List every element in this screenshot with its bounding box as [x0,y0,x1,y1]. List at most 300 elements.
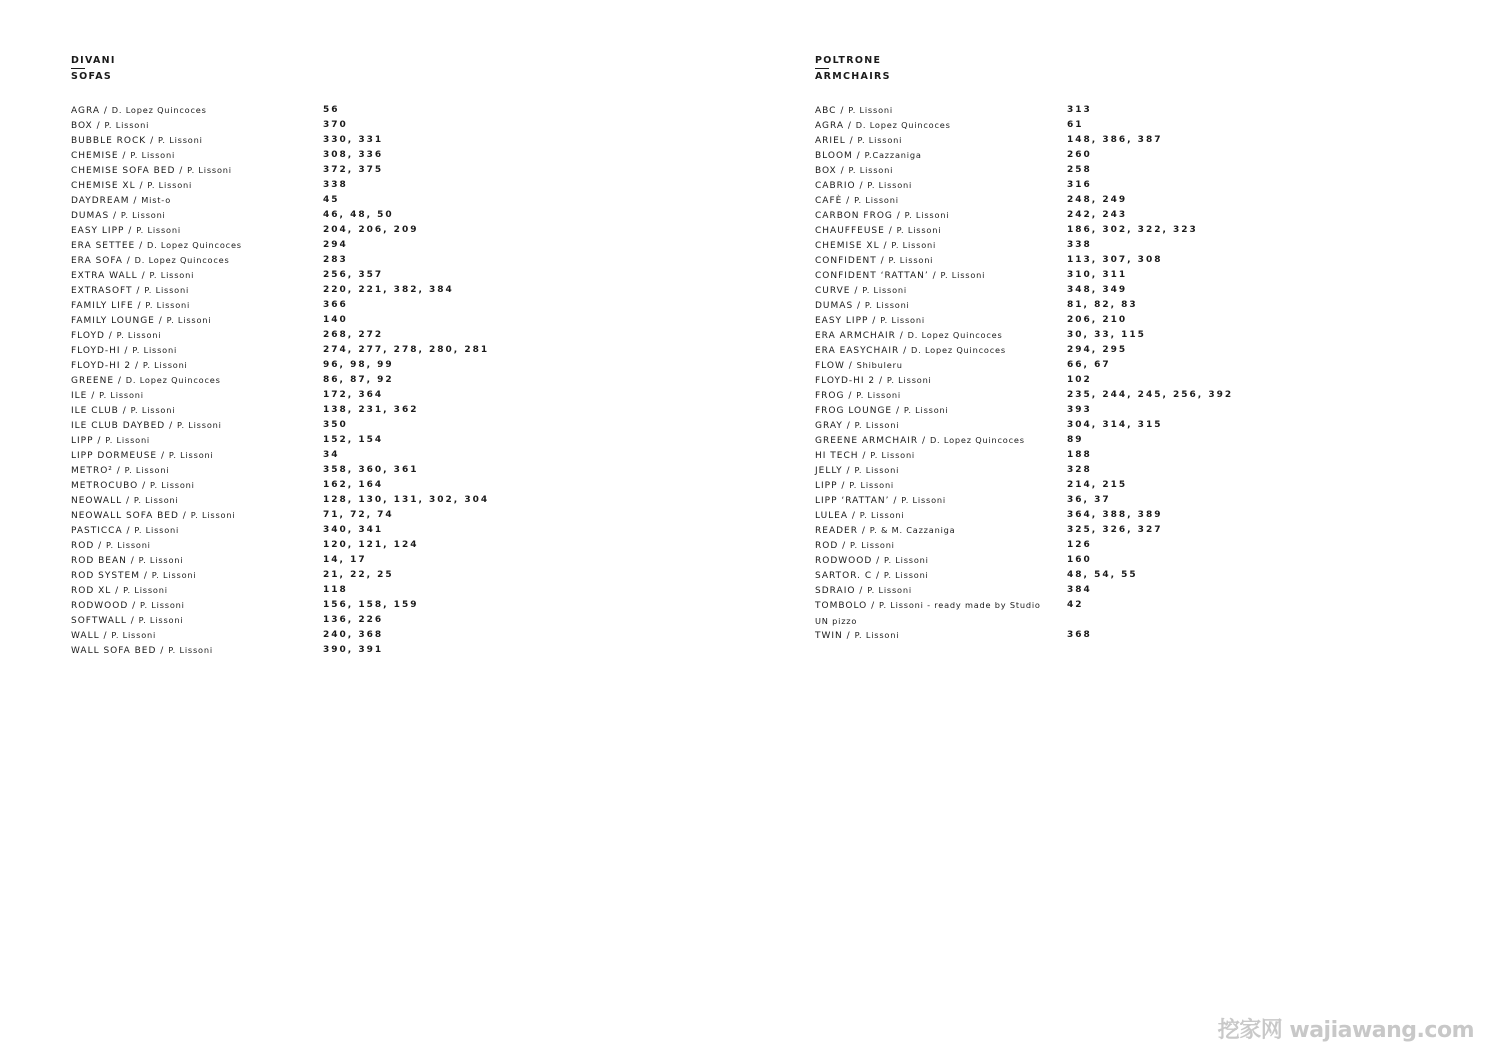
designer-label: P. Lissoni [854,465,900,475]
page-numbers: 120, 121, 124 [323,540,419,550]
designer-label: P. Lissoni [124,465,170,475]
product-label: FROG LOUNGE [815,406,893,416]
page-numbers: 56 [323,105,340,115]
product-label: ROD [815,541,839,551]
designer-label: D. Lopez Quincoces [111,105,207,115]
index-entry [71,598,419,613]
product-name: BOX / P. Lissoni [815,165,894,176]
page-numbers: 42 [1067,600,1084,610]
page-numbers: 338 [1067,240,1092,250]
product-name: CONFIDENT / P. Lissoni [815,255,934,266]
product-label: METRO² [71,466,113,476]
product-name: LIPP ‘RATTAN’ / P. Lissoni [815,495,946,506]
page-numbers: 140 [323,315,348,325]
product-name: ERA SETTEE / D. Lopez Quincoces [71,240,242,251]
designer-label: P. Lissoni [870,450,916,460]
index-entry [71,643,384,658]
product-label: FLOYD-HI 2 [71,361,132,371]
product-name: METROCUBO / P. Lissoni [71,480,195,491]
page-numbers: 330, 331 [323,135,384,145]
designer-label: P.Cazzaniga [864,150,922,160]
page-numbers: 186, 302, 322, 323 [1067,225,1198,235]
index-entry [71,148,384,163]
product-name: BLOOM / P.Cazzaniga [815,150,922,161]
designer-label: P. Lissoni [856,390,901,400]
product-name: PASTICCA / P. Lissoni [71,525,180,536]
designer-label: P. Lissoni [157,135,203,145]
product-label: FLOW [815,361,845,371]
product-name: NEOWALL / P. Lissoni [71,495,179,506]
index-entry [815,508,1163,523]
index-entry [71,463,419,478]
designer-label: D. Lopez Quincoces [929,435,1025,445]
product-label: LIPP [815,481,838,491]
product-name: READER / P. & M. Cazzaniga [815,525,956,536]
designer-label: P. Lissoni [142,360,188,370]
index-entry [71,418,348,433]
index-entry [815,268,1128,283]
product-name: ROD / P. Lissoni [815,540,895,551]
product-label: CHAUFFEUSE [815,226,885,236]
index-entry [815,208,1128,223]
page-numbers: 340, 341 [323,525,384,535]
designer-label: P. Lissoni [886,375,932,385]
page-numbers: 71, 72, 74 [323,510,394,520]
page-numbers: 113, 307, 308 [1067,255,1163,265]
product-name: CAFÈ / P. Lissoni [815,195,899,206]
designer-label: Mist-o [141,195,172,205]
product-name: TWIN / P. Lissoni [815,630,900,641]
armchairs-heading [815,52,891,84]
index-entry [71,448,340,463]
index-entry [815,628,1092,643]
index-entry [815,343,1128,358]
designer-label: P. Lissoni - ready made by Studio UN pizzo [815,600,1041,626]
index-entry [71,208,394,223]
page-numbers: 390, 391 [323,645,384,655]
index-entry [71,103,340,118]
product-label: CARBON FROG [815,211,893,221]
index-entry [815,388,1234,403]
product-label: CURVE [815,286,851,296]
page-numbers: 358, 360, 361 [323,465,419,475]
index-entry [71,133,384,148]
product-name: LIPP DORMEUSE / P. Lissoni [71,450,214,461]
page-numbers: 188 [1067,450,1092,460]
page-numbers: 156, 158, 159 [323,600,419,610]
product-label: BOX [815,166,837,176]
index-entry [71,283,454,298]
product-name: FROG LOUNGE / P. Lissoni [815,405,949,416]
index-entry [71,118,348,133]
product-name: LIPP / P. Lissoni [815,480,895,491]
index-entry [815,358,1111,373]
designer-label: P. Lissoni [136,225,181,235]
page-numbers: 364, 388, 389 [1067,510,1163,520]
product-label: FLOYD-HI [71,346,121,356]
designer-label: P. Lissoni [151,570,197,580]
page-numbers: 274, 277, 278, 280, 281 [323,345,490,355]
product-name: GREENE ARMCHAIR / D. Lopez Quincoces [815,435,1025,446]
index-entry [71,523,384,538]
product-label: RODWOOD [71,601,129,611]
designer-label: D. Lopez Quincoces [125,375,221,385]
product-label: ROD BEAN [71,556,127,566]
page-numbers: 256, 357 [323,270,384,280]
index-entry [815,313,1128,328]
product-name: ROD SYSTEM / P. Lissoni [71,570,197,581]
page-numbers: 372, 375 [323,165,384,175]
sofas-section [71,52,490,658]
product-label: ROD XL [71,586,112,596]
product-label: SDRAIO [815,586,856,596]
product-name: CHEMISE SOFA BED / P. Lissoni [71,165,232,176]
product-label: CABRIO [815,181,856,191]
product-name: ARIEL / P. Lissoni [815,135,903,146]
sofas-index-list [71,103,490,658]
product-label: ERA SETTEE [71,241,136,251]
product-label: WALL [71,631,100,641]
product-name: CHEMISE XL / P. Lissoni [71,180,193,191]
index-entry [71,403,419,418]
designer-label: Shibuleru [856,360,903,370]
index-entry [815,328,1146,343]
index-entry [815,193,1128,208]
product-name: DAYDREAM / Mist-o [71,195,172,206]
index-entry [815,418,1163,433]
index-entry [71,493,490,508]
designer-label: P. Lissoni [867,180,913,190]
product-name: AGRA / D. Lopez Quincoces [815,120,951,131]
designer-label: P. Lissoni [854,420,900,430]
designer-label: P. Lissoni [147,180,193,190]
index-entry [71,313,348,328]
page-numbers: 313 [1067,105,1092,115]
page-numbers: 325, 326, 327 [1067,525,1163,535]
page-numbers: 89 [1067,435,1084,445]
product-label: GREENE [71,376,115,386]
designer-label: P. Lissoni [190,510,236,520]
page-numbers: 393 [1067,405,1092,415]
index-entry [71,478,384,493]
index-entry [71,163,384,178]
designer-label: P. Lissoni [849,480,895,490]
product-name: BUBBLE ROCK / P. Lissoni [71,135,203,146]
product-label: METROCUBO [71,481,139,491]
index-entry [815,223,1198,238]
product-name: SDRAIO / P. Lissoni [815,585,912,596]
product-label: GRAY [815,421,843,431]
index-entry [815,478,1128,493]
page-numbers: 36, 37 [1067,495,1111,505]
product-name: FAMILY LIFE / P. Lissoni [71,300,191,311]
designer-label: P. Lissoni [130,150,176,160]
product-label: EXTRA WALL [71,271,138,281]
product-label: AGRA [71,106,101,116]
product-name: RODWOOD / P. Lissoni [815,555,929,566]
designer-label: P. Lissoni [145,300,191,310]
page-numbers: 242, 243 [1067,210,1128,220]
designer-label: P. Lissoni [857,135,903,145]
page-numbers: 206, 210 [1067,315,1128,325]
product-label: TWIN [815,631,843,641]
designer-label: P. Lissoni [850,540,895,550]
product-label: CHEMISE SOFA BED [71,166,176,176]
designer-label: P. Lissoni [111,630,157,640]
page-numbers: 118 [323,585,348,595]
page-numbers: 148, 386, 387 [1067,135,1163,145]
product-name: ABC / P. Lissoni [815,105,893,116]
product-label: ARIEL [815,136,846,146]
designer-label: P. Lissoni [150,480,195,490]
index-entry [71,358,394,373]
page-numbers: 34 [323,450,340,460]
product-label: SARTOR. C [815,571,873,581]
product-label: CONFIDENT [815,256,877,266]
product-label: ERA ARMCHAIR [815,331,896,341]
product-name: GREENE / D. Lopez Quincoces [71,375,221,386]
page-numbers: 366 [323,300,348,310]
index-entry [815,178,1092,193]
product-label: ERA SOFA [71,256,123,266]
product-name: FLOYD-HI / P. Lissoni [71,345,178,356]
designer-label: P. Lissoni [168,645,213,655]
designer-label: P. Lissoni [132,345,178,355]
designer-label: P. Lissoni [880,315,925,325]
designer-label: P. Lissoni [864,300,910,310]
page-numbers: 294 [323,240,348,250]
product-name: ERA SOFA / D. Lopez Quincoces [71,255,230,266]
sofas-heading [71,52,116,84]
product-label: HI TECH [815,451,859,461]
sofas-heading-english: SOFAS [71,71,113,82]
product-label: FROG [815,391,845,401]
index-entry [815,403,1092,418]
index-entry [815,163,1092,178]
page-numbers: 248, 249 [1067,195,1128,205]
product-name: DUMAS / P. Lissoni [815,300,910,311]
page-numbers: 310, 311 [1067,270,1128,280]
page-numbers: 308, 336 [323,150,384,160]
product-name: FAMILY LOUNGE / P. Lissoni [71,315,212,326]
designer-label: P. Lissoni [862,285,907,295]
index-entry [815,538,1092,553]
product-name: METRO² / P. Lissoni [71,465,170,476]
designer-label: D. Lopez Quincoces [146,240,242,250]
index-entry [71,538,419,553]
designer-label: P. Lissoni [99,390,144,400]
designer-label: P. Lissoni [149,270,195,280]
product-name: CHEMISE XL / P. Lissoni [815,240,937,251]
product-label: CHEMISE XL [815,241,880,251]
designer-label: P. Lissoni [896,225,942,235]
designer-label: P. & M. Cazzaniga [869,525,956,535]
page-numbers: 66, 67 [1067,360,1111,370]
product-label: FAMILY LIFE [71,301,134,311]
designer-label: P. Lissoni [168,450,214,460]
product-label: CONFIDENT ‘RATTAN’ [815,271,929,281]
designer-label: P. Lissoni [940,270,986,280]
page-numbers: 214, 215 [1067,480,1128,490]
index-entry [815,148,1092,163]
product-label: ROD [71,541,95,551]
product-label: ILE CLUB DAYBED [71,421,166,431]
armchairs-section [815,52,1234,643]
page-numbers: 46, 48, 50 [323,210,394,220]
page-numbers: 328 [1067,465,1092,475]
product-name: LIPP / P. Lissoni [71,435,151,446]
product-name: ILE / P. Lissoni [71,390,144,401]
product-label: LIPP ‘RATTAN’ [815,496,890,506]
designer-label: P. Lissoni [138,615,184,625]
site-watermark: 挖家网 wajiawang.com [1217,1018,1474,1043]
index-entry [71,178,348,193]
product-label: ILE CLUB [71,406,119,416]
page-numbers: 220, 221, 382, 384 [323,285,454,295]
product-name: SOFTWALL / P. Lissoni [71,615,184,626]
index-entry [71,193,340,208]
page-numbers: 348, 349 [1067,285,1128,295]
product-label: EASY LIPP [71,226,125,236]
designer-label: P. Lissoni [187,165,232,175]
product-label: PASTICCA [71,526,123,536]
product-label: JELLY [815,466,843,476]
product-label: GREENE ARMCHAIR [815,436,919,446]
page-numbers: 204, 206, 209 [323,225,419,235]
index-entry [815,568,1138,583]
armchairs-heading-italian: POLTRONE [815,55,882,66]
page-numbers: 316 [1067,180,1092,190]
product-name: AGRA / D. Lopez Quincoces [71,105,207,116]
index-entry [71,253,348,268]
index-entry [815,133,1163,148]
page-numbers: 240, 368 [323,630,384,640]
product-name: ROD / P. Lissoni [71,540,151,551]
index-entry [815,298,1138,313]
designer-label: P. Lissoni [133,495,179,505]
page-numbers: 304, 314, 315 [1067,420,1163,430]
product-name: CHEMISE / P. Lissoni [71,150,176,161]
designer-label: P. Lissoni [134,525,180,535]
page-numbers: 350 [323,420,348,430]
product-label: CHEMISE [71,151,119,161]
page-numbers: 235, 244, 245, 256, 392 [1067,390,1234,400]
designer-label: P. Lissoni [867,585,912,595]
designer-label: D. Lopez Quincoces [911,345,1006,355]
product-label: AGRA [815,121,845,131]
designer-label: P. Lissoni [166,315,212,325]
page-numbers: 126 [1067,540,1092,550]
product-label: DUMAS [815,301,854,311]
product-label: WALL SOFA BED [71,646,157,656]
page-numbers: 258 [1067,165,1092,175]
product-label: SOFTWALL [71,616,127,626]
index-entry [71,508,394,523]
designer-label: P. Lissoni [888,255,934,265]
product-label: LIPP DORMEUSE [71,451,158,461]
page-numbers: 138, 231, 362 [323,405,419,415]
page-numbers: 283 [323,255,348,265]
index-entry [815,523,1163,538]
page-numbers: 260 [1067,150,1092,160]
product-label: NEOWALL SOFA BED [71,511,179,521]
designer-label: P. Lissoni [120,210,166,220]
page-numbers: 160 [1067,555,1092,565]
designer-label: P. Lissoni [123,585,168,595]
designer-label: P. Lissoni [106,540,151,550]
page-numbers: 102 [1067,375,1092,385]
product-label: FAMILY LOUNGE [71,316,155,326]
product-name: JELLY / P. Lissoni [815,465,900,476]
product-label: LULEA [815,511,849,521]
product-label: CHEMISE XL [71,181,136,191]
index-entry [71,553,367,568]
index-entry [815,433,1084,448]
product-name: FLOW / Shibuleru [815,360,903,371]
index-entry [71,583,348,598]
product-name: CARBON FROG / P. Lissoni [815,210,950,221]
index-entry [815,373,1092,388]
armchairs-heading-english: ARMCHAIRS [815,71,891,82]
product-name: CABRIO / P. Lissoni [815,180,913,191]
page-numbers: 152, 154 [323,435,384,445]
index-entry [71,298,348,313]
page-numbers: 268, 272 [323,330,384,340]
product-label: BOX [71,121,93,131]
product-label: FLOYD-HI 2 [815,376,876,386]
page-numbers: 172, 364 [323,390,384,400]
product-label: DUMAS [71,211,110,221]
index-entry [71,238,348,253]
index-entry [815,598,1084,628]
index-entry [815,493,1111,508]
designer-label: D. Lopez Quincoces [134,255,230,265]
product-name: EXTRASOFT / P. Lissoni [71,285,190,296]
designer-label: P. Lissoni [848,105,893,115]
index-entry [815,238,1092,253]
page-numbers: 162, 164 [323,480,384,490]
page-numbers: 128, 130, 131, 302, 304 [323,495,490,505]
product-name: ILE CLUB / P. Lissoni [71,405,176,416]
designer-label: P. Lissoni [104,120,150,130]
product-name: ERA ARMCHAIR / D. Lopez Quincoces [815,330,1003,341]
product-name: RODWOOD / P. Lissoni [71,600,185,611]
product-label: NEOWALL [71,496,123,506]
product-name: CURVE / P. Lissoni [815,285,907,296]
product-label: EXTRASOFT [71,286,133,296]
index-entry [815,118,1084,133]
product-name: FLOYD / P. Lissoni [71,330,162,341]
page-numbers: 136, 226 [323,615,384,625]
product-label: BUBBLE ROCK [71,136,147,146]
page-numbers: 368 [1067,630,1092,640]
index-entry [815,103,1092,118]
product-name: ILE CLUB DAYBED / P. Lissoni [71,420,222,431]
product-label: ILE [71,391,88,401]
product-name: GRAY / P. Lissoni [815,420,900,431]
page-numbers: 294, 295 [1067,345,1128,355]
page-numbers: 384 [1067,585,1092,595]
product-label: ROD SYSTEM [71,571,141,581]
page-numbers: 81, 82, 83 [1067,300,1138,310]
product-label: ERA EASYCHAIR [815,346,900,356]
designer-label: P. Lissoni [138,555,184,565]
product-name: TOMBOLO / P. Lissoni - ready made by Studio UN pizzo [815,600,1041,626]
product-name: ROD XL / P. Lissoni [71,585,168,596]
index-entry [815,448,1092,463]
product-name: ERA EASYCHAIR / D. Lopez Quincoces [815,345,1006,356]
index-entry [815,253,1163,268]
